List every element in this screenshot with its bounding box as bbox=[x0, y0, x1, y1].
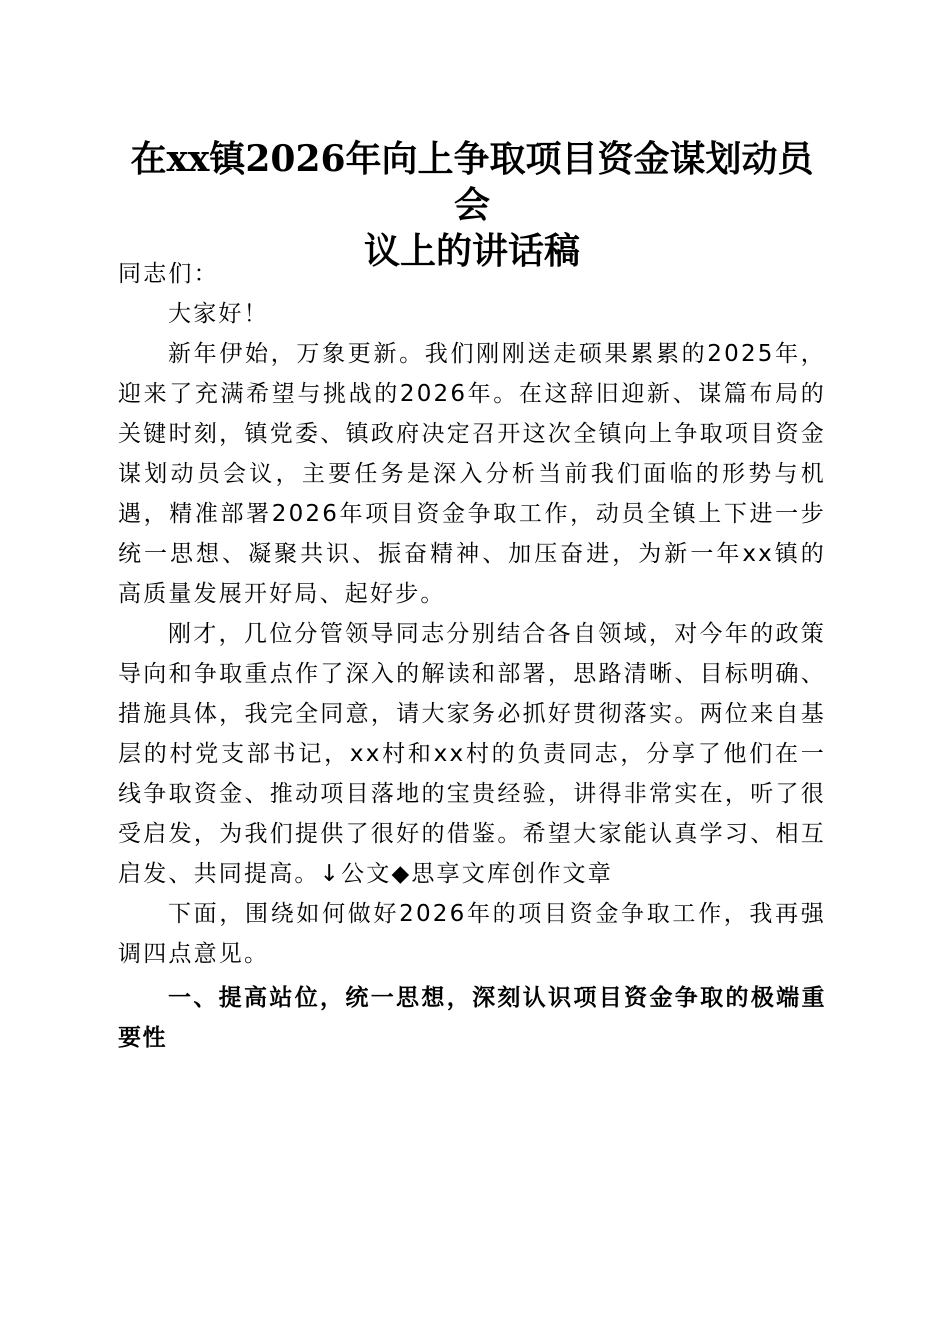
title-line-1: 在xx镇2026年向上争取项目资金谋划动员会 bbox=[130, 138, 814, 226]
greeting: 大家好！ bbox=[168, 301, 269, 327]
section-heading-1: 一、提高站位，统一思想，深刻认识项目资金争取的极端重要性 bbox=[118, 985, 826, 1051]
salutation: 同志们： bbox=[118, 261, 219, 287]
document-body bbox=[118, 254, 826, 1058]
paragraph-opening: 新年伊始，万象更新。我们刚刚送走硕果累累的2025年，迎来了充满希望与挑战的2026年。在这辞旧迎新、谋篇布局的关键时刻，镇党委、镇政府决定召开这次全镇向上争取项目资金谋划动员会议，主要任务是深入分析当前我们面临的形势与机遇，精准部署2026年项目资金争取工作，动员全镇上下进一步统一思想、凝聚共识、振奋精神、加压奋进，为新一年xx镇的高质量发展开好局、起好步。 bbox=[118, 341, 826, 607]
paragraph-transition: 下面，围绕如何做好2026年的项目资金争取工作，我再强调四点意见。 bbox=[118, 901, 826, 967]
title-line-2: 议上的讲话稿 bbox=[363, 230, 580, 272]
paragraph-review: 刚才，几位分管领导同志分别结合各自领域，对今年的政策导向和争取重点作了深入的解读和部署，思路清晰、目标明确、措施具体，我完全同意，请大家务必抓好贯彻落实。两位来自基层的村党支部书记，xx村和xx村的负责同志，分享了他们在一线争取资金、推动项目落地的宝贵经验，讲得非常实在，听了很受启发，为我们提供了很好的借鉴。希望大家能认真学习、相互启发、共同提高。↓公文◆思享文库创作文章 bbox=[118, 621, 826, 887]
